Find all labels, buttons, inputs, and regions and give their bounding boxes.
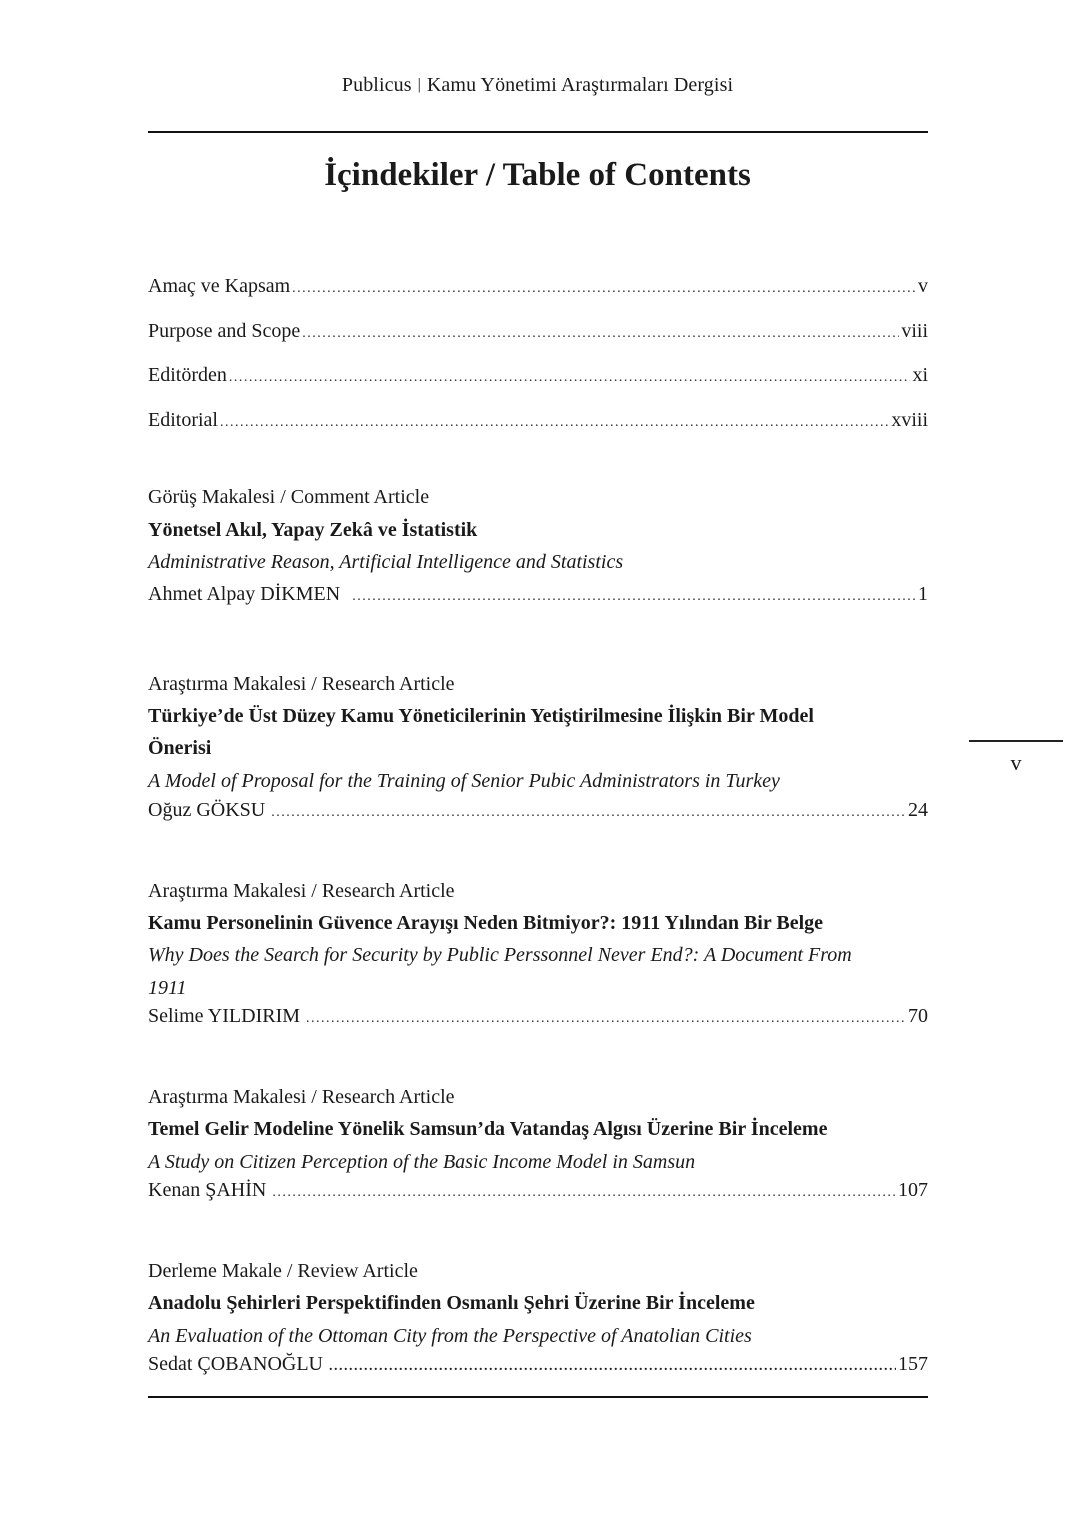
article-type: Araştırma Makalesi / Research Article xyxy=(148,673,455,695)
article-title-tr: Yönetsel Akıl, Yapay Zekâ ve İstatistik xyxy=(148,519,478,541)
toc-entry-label: Amaç ve Kapsam xyxy=(148,275,291,297)
article-title-tr: Temel Gelir Modeline Yönelik Samsun’da Vatandaş Algısı Üzerine Bir İnceleme xyxy=(148,1118,828,1140)
article-author: Oğuz GÖKSU xyxy=(148,799,266,821)
toc-entry-front-matter[interactable] xyxy=(148,273,928,302)
article-type: Derleme Makale / Review Article xyxy=(148,1260,418,1282)
article-title-tr: Türkiye’de Üst Düzey Kamu Yöneticilerinin Yetiştirilmesine İlişkin Bir Model xyxy=(148,705,814,727)
article-title-tr: Kamu Personelinin Güvence Arayışı Neden Bitmiyor?: 1911 Yılından Bir Belge xyxy=(148,912,824,934)
dot-leader xyxy=(352,584,916,610)
article-author-line xyxy=(148,1003,928,1032)
article-author: Selime YILDIRIM xyxy=(148,1005,301,1027)
article-author: Ahmet Alpay DİKMEN xyxy=(148,583,341,605)
article-author-line xyxy=(148,581,928,610)
dot-leader xyxy=(229,365,911,391)
journal-full-name: Kamu Yönetimi Araştırmaları Dergisi xyxy=(426,74,734,96)
toc-entry-label: Purpose and Scope xyxy=(148,320,301,342)
toc-entry-front-matter[interactable] xyxy=(148,362,928,391)
bottom-rule xyxy=(148,1396,928,1398)
dot-leader xyxy=(292,276,916,302)
article-page: 1 xyxy=(918,583,928,605)
header-separator: | xyxy=(417,76,421,93)
dot-leader xyxy=(220,410,889,436)
article-type: Araştırma Makalesi / Research Article xyxy=(148,880,455,902)
article-type: Araştırma Makalesi / Research Article xyxy=(148,1086,455,1108)
article-author: Sedat ÇOBANOĞLU xyxy=(148,1353,323,1375)
top-rule xyxy=(148,131,928,133)
journal-short-name: Publicus xyxy=(341,74,412,96)
page-number: v xyxy=(1010,750,1022,775)
article-page: 24 xyxy=(908,799,928,821)
dot-leader xyxy=(302,321,899,347)
article-author-line xyxy=(148,1177,928,1206)
page-marker-rule xyxy=(969,740,1063,742)
article-title-en: A Study on Citizen Perception of the Basic Income Model in Samsun xyxy=(148,1151,696,1173)
dot-leader xyxy=(306,1006,906,1032)
dot-leader xyxy=(329,1354,896,1380)
article-type: Görüş Makalesi / Comment Article xyxy=(148,486,430,508)
article-title-en: Why Does the Search for Security by Public Perssonnel Never End?: A Document From xyxy=(148,944,852,966)
article-title-en: An Evaluation of the Ottoman City from the Perspective of Anatolian Cities xyxy=(148,1325,752,1347)
article-author-line xyxy=(148,797,928,826)
toc-entry-front-matter[interactable] xyxy=(148,407,928,436)
toc-entry-page: xviii xyxy=(891,409,928,431)
toc-entry-front-matter[interactable] xyxy=(148,318,928,347)
article-title-en: A Model of Proposal for the Training of Senior Pubic Administrators in Turkey xyxy=(148,770,780,792)
article-author-line xyxy=(148,1351,928,1380)
article-page: 70 xyxy=(908,1005,928,1027)
running-header xyxy=(0,74,1075,97)
toc-entry-label: Editorial xyxy=(148,409,218,431)
toc-entry-page: v xyxy=(918,275,928,297)
page-title: İçindekiler / Table of Contents xyxy=(324,157,751,193)
article-title-en: Administrative Reason, Artificial Intelligence and Statistics xyxy=(148,551,624,573)
article-title-en-continued: 1911 xyxy=(148,977,187,999)
article-title-tr-continued: Önerisi xyxy=(148,737,212,759)
toc-entry-page: xi xyxy=(912,364,928,386)
article-page: 157 xyxy=(898,1353,928,1375)
article-page: 107 xyxy=(898,1179,928,1201)
dot-leader xyxy=(271,800,906,826)
toc-entry-label: Editörden xyxy=(148,364,227,386)
toc-entry-page: viii xyxy=(901,320,928,342)
article-author: Kenan ŞAHİN xyxy=(148,1179,267,1201)
article-title-tr: Anadolu Şehirleri Perspektifinden Osmanlı Şehri Üzerine Bir İnceleme xyxy=(148,1292,755,1314)
dot-leader xyxy=(272,1180,896,1206)
